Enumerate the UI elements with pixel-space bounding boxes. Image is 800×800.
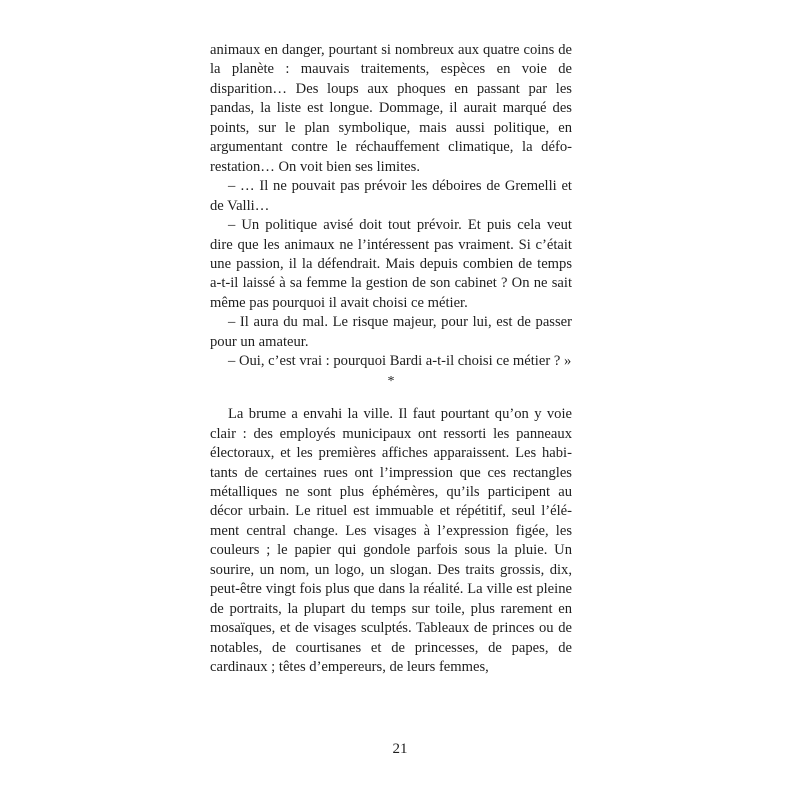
book-page-text: [210, 41, 572, 678]
dialogue-line: – … Il ne pouvait pas prévoir les déboires de Gremelli et de Valli…: [210, 178, 572, 214]
paragraph-new-section: La brume a envahi la ville. Il faut pourtant qu’on y voie clair : des employés municipaux ont ressorti les panneaux électoraux, et les premières affiches apparaissent. Les habitants de certaines rues ont l’impression que ces rectangles métalliques ne sont plus éphémères, qu’ils participent au décor urbain. Le rituel est immuable et répétitif, seul l’élément central change. Les visages à l’expression figée, les couleurs ; le papier qui gondole parfois sous la pluie. Un sourire, un nom, un logo, un slogan. Des traits grossis, dix, peut-être vingt fois plus que dans la réalité. La ville est pleine de portraits, la plupart du temps sur toile, plus rarement en mosaïques, et de visages sculptés. Tableaux de princes ou de notables, de courtisanes et de princesses, de papes, de cardinaux ; têtes d’empereurs, de leurs femmes,: [210, 406, 572, 676]
dialogue-line: – Oui, c’est vrai : pourquoi Bardi a-t-il choisi ce métier ? »: [228, 353, 572, 370]
blank-line: [210, 391, 572, 405]
page-number: 21: [392, 741, 408, 757]
section-separator: *: [387, 373, 395, 389]
dialogue-line: – Il aura du mal. Le risque majeur, pour lui, est de passer pour un amateur.: [210, 314, 572, 350]
paragraph-continuation: animaux en danger, pourtant si nombreux aux quatre coins de la planète : mauvais traitements, espèces en voie de disparition… Des loups aux phoques en passant par les pandas, la liste est longue. Dommage, il aurait marqué des points, sur le plan symbolique, mais aussi politique, en argumentant contre le réchauffement climatique, la déforestation… On voit bien ses limites.: [210, 42, 572, 175]
dialogue-line: – Un politique avisé doit tout prévoir. Et puis cela veut dire que les animaux ne l’intéressent pas vraiment. Si c’était une passion, il la défendrait. Mais depuis combien de temps a-t-il laissé à sa femme la gestion de son cabinet ? On ne sait même pas pourquoi il avait choisi ce métier.: [210, 217, 572, 311]
